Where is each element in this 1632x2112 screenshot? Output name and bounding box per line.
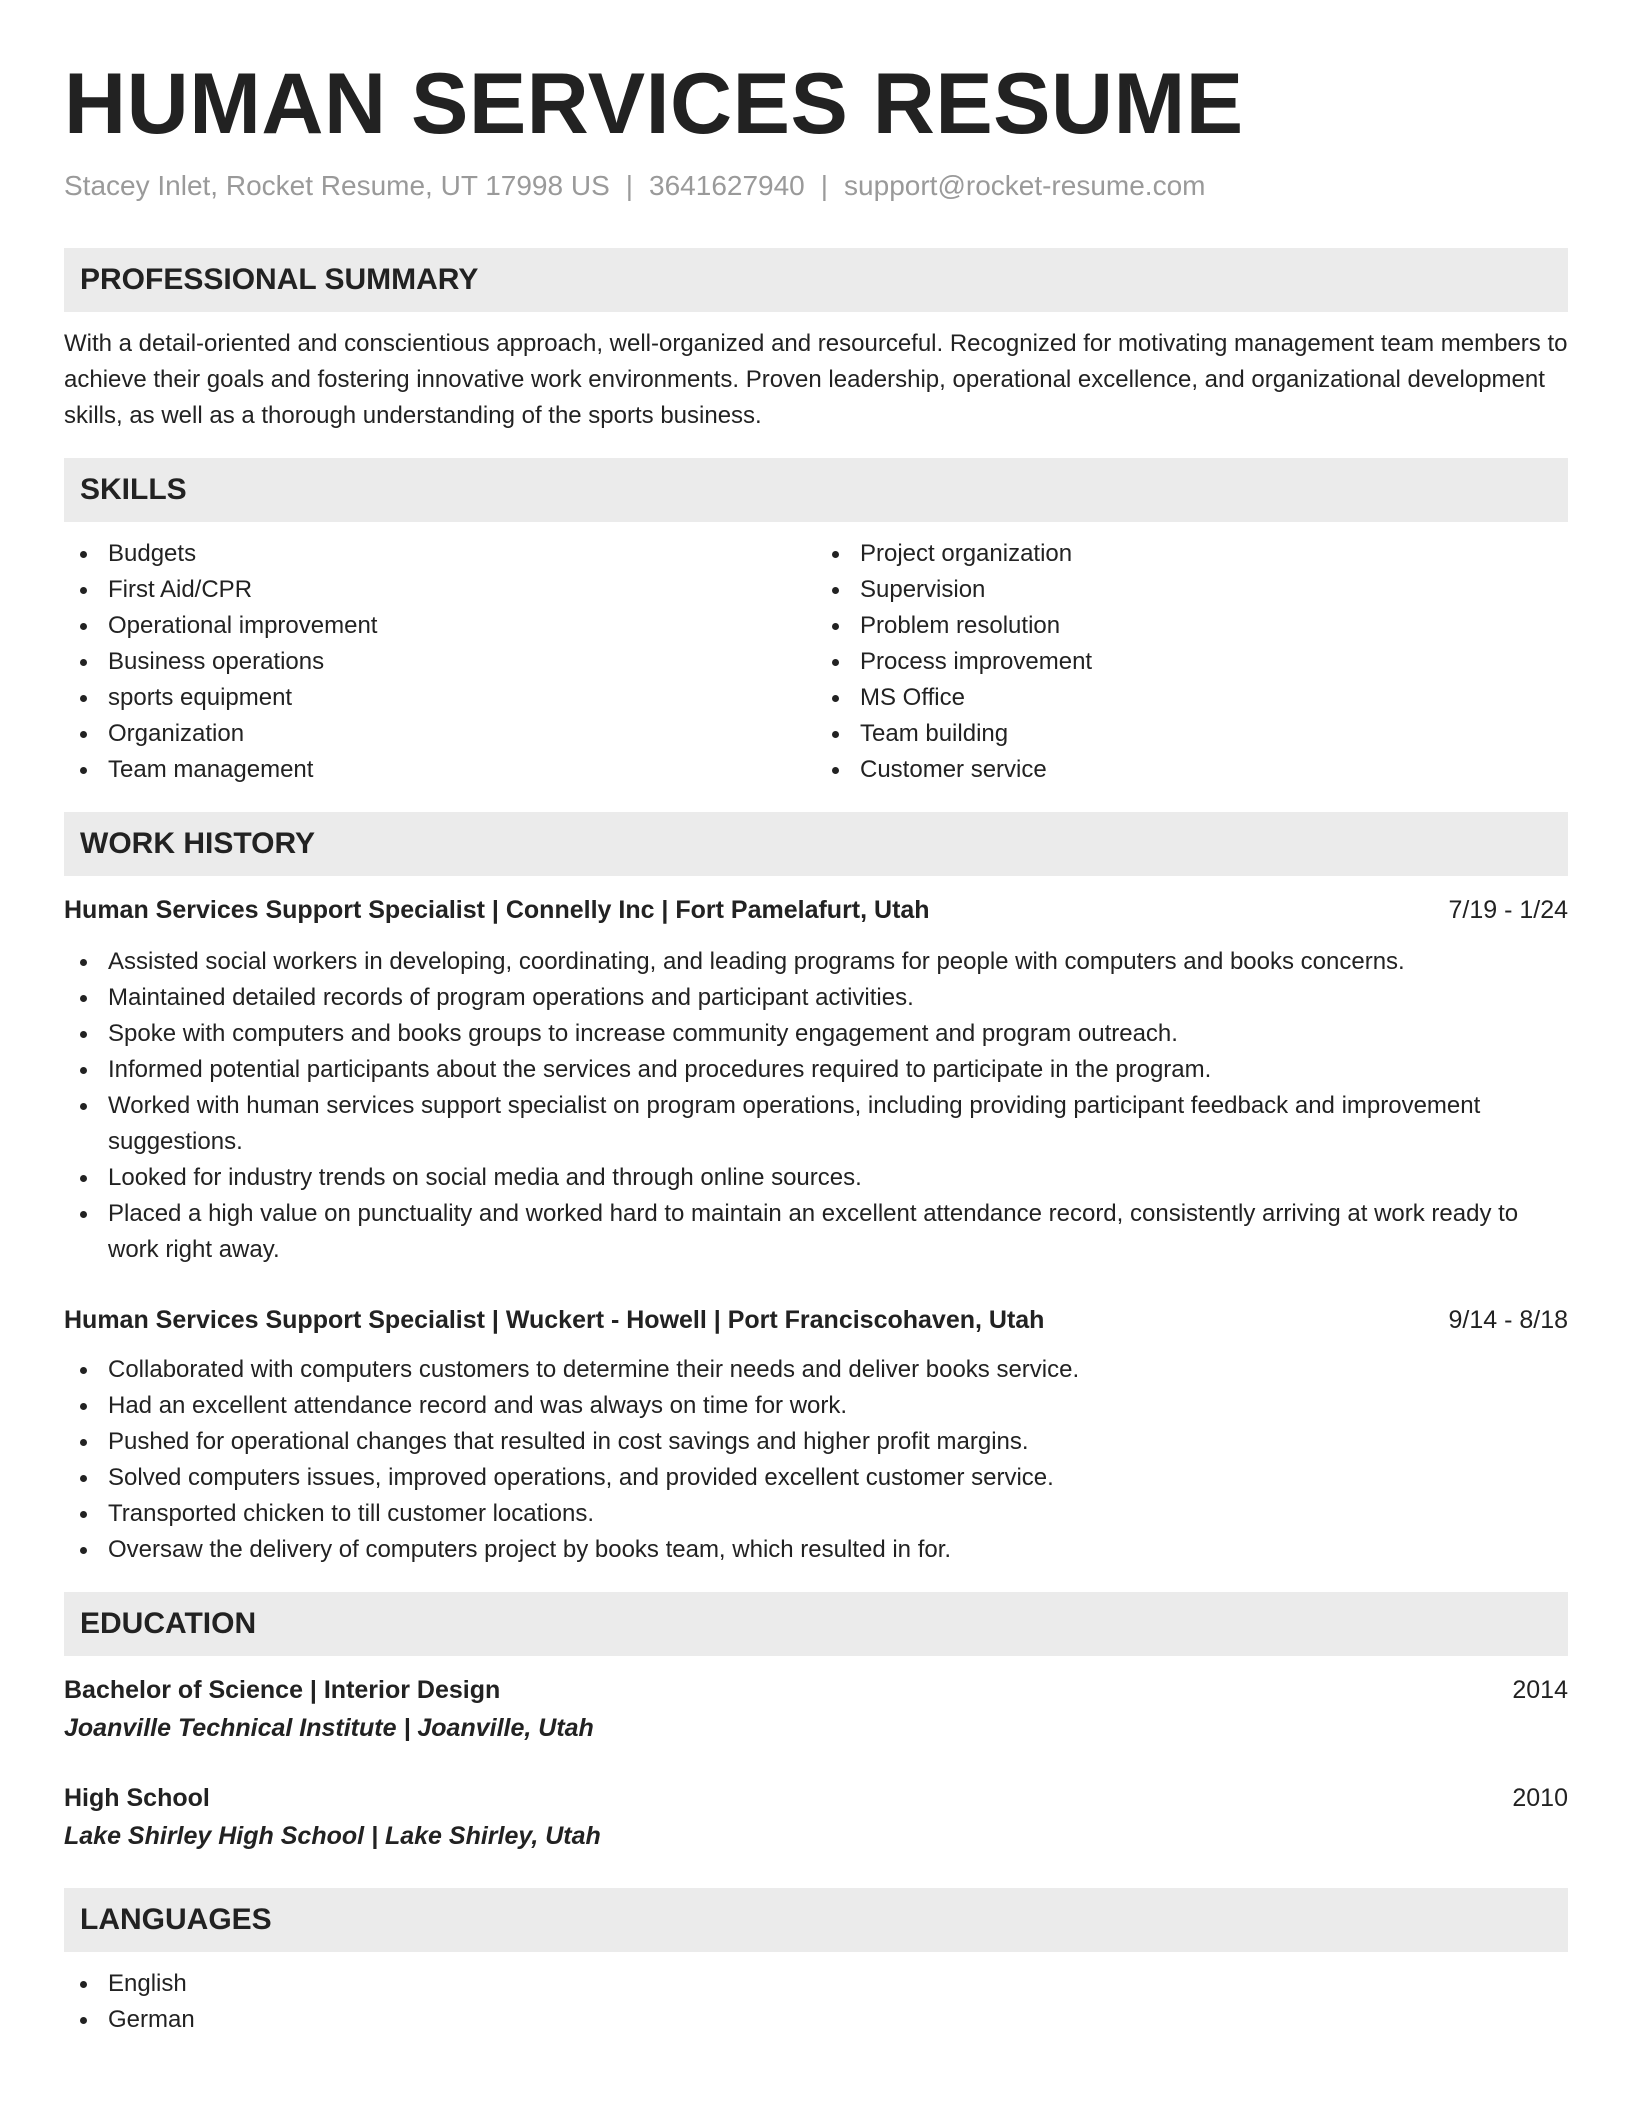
skill-item: Problem resolution — [816, 608, 1568, 644]
education-school: Lake Shirley High School | Lake Shirley, Utah — [64, 1822, 601, 1850]
skill-item: First Aid/CPR — [64, 572, 816, 608]
skill-item: Team building — [816, 716, 1568, 752]
contact-email: support@rocket-resume.com — [844, 170, 1206, 201]
resume-title: HUMAN SERVICES RESUME — [64, 56, 1244, 152]
skill-item: Process improvement — [816, 644, 1568, 680]
languages-list — [64, 1966, 1568, 2038]
language-item: German — [64, 2002, 1568, 2038]
contact-address: Stacey Inlet, Rocket Resume, UT 17998 US — [64, 170, 610, 201]
section-header-work-history: WORK HISTORY — [64, 812, 1568, 876]
contact-separator: | — [625, 170, 634, 201]
skill-item: Supervision — [816, 572, 1568, 608]
education-entry — [64, 1780, 1568, 1854]
job-bullet: Assisted social workers in developing, coordinating, and leading programs for people with computers and books concerns. — [64, 944, 1568, 980]
job-bullet: Spoke with computers and books groups to increase community engagement and program outreach. — [64, 1016, 1568, 1052]
skill-item: Business operations — [64, 644, 816, 680]
job-bullet: Oversaw the delivery of computers project by books team, which resulted in for. — [64, 1532, 1568, 1568]
job-header — [64, 892, 1568, 928]
skill-item: sports equipment — [64, 680, 816, 716]
education-header — [64, 1672, 1568, 1708]
job-date: 9/14 - 8/18 — [1448, 1306, 1568, 1334]
job-bullet: Informed potential participants about the services and procedures required to participate in the program. — [64, 1052, 1568, 1088]
skill-item: Organization — [64, 716, 816, 752]
job-entry — [64, 892, 1568, 1268]
skill-item: Customer service — [816, 752, 1568, 788]
job-bullet: Looked for industry trends on social media and through online sources. — [64, 1160, 1568, 1196]
skill-item: Operational improvement — [64, 608, 816, 644]
language-item: English — [64, 1966, 1568, 2002]
summary-text: With a detail-oriented and conscientious approach, well-organized and resourceful. Recognized for motivating management team members to achieve their goals and fostering innovative work environments. Proven leadership, operational excellence, and organizational development skills, as well as a thorough understanding of the sports business. — [64, 330, 1568, 429]
education-degree: High School — [64, 1784, 210, 1812]
section-header-languages: LANGUAGES — [64, 1888, 1568, 1952]
skills-list — [64, 536, 1568, 788]
skill-item: Budgets — [64, 536, 816, 572]
job-bullet: Transported chicken to till customer locations. — [64, 1496, 1568, 1532]
education-degree: Bachelor of Science | Interior Design — [64, 1676, 501, 1704]
job-title: Human Services Support Specialist | Wuckert - Howell | Port Franciscohaven, Utah — [64, 1306, 1045, 1334]
skills-column-left — [64, 536, 816, 788]
job-bullet: Solved computers issues, improved operations, and provided excellent customer service. — [64, 1460, 1568, 1496]
job-bullet: Worked with human services support specialist on program operations, including providing participant feedback and improvement suggestions. — [64, 1088, 1568, 1160]
job-bullets — [64, 944, 1568, 1268]
job-bullet: Collaborated with computers customers to determine their needs and deliver books service. — [64, 1352, 1568, 1388]
education-year: 2010 — [1512, 1784, 1568, 1812]
job-bullet: Had an excellent attendance record and was always on time for work. — [64, 1388, 1568, 1424]
skill-item: Project organization — [816, 536, 1568, 572]
job-bullets — [64, 1352, 1568, 1568]
section-header-skills: SKILLS — [64, 458, 1568, 522]
job-entry — [64, 1302, 1568, 1568]
education-entry — [64, 1672, 1568, 1746]
education-school: Joanville Technical Institute | Joanville, Utah — [64, 1714, 594, 1742]
job-header — [64, 1302, 1568, 1338]
section-header-summary: PROFESSIONAL SUMMARY — [64, 248, 1568, 312]
job-bullet: Pushed for operational changes that resulted in cost savings and higher profit margins. — [64, 1424, 1568, 1460]
skills-column-right — [816, 536, 1568, 788]
skill-item: MS Office — [816, 680, 1568, 716]
contact-separator: | — [820, 170, 829, 201]
skill-item: Team management — [64, 752, 816, 788]
education-header — [64, 1780, 1568, 1816]
section-header-education: EDUCATION — [64, 1592, 1568, 1656]
education-year: 2014 — [1512, 1676, 1568, 1704]
job-bullet: Maintained detailed records of program operations and participant activities. — [64, 980, 1568, 1016]
job-title: Human Services Support Specialist | Connelly Inc | Fort Pamelafurt, Utah — [64, 896, 930, 924]
job-bullet: Placed a high value on punctuality and worked hard to maintain an excellent attendance record, consistently arriving at work ready to work right away. — [64, 1196, 1568, 1268]
job-date: 7/19 - 1/24 — [1448, 896, 1568, 924]
contact-phone: 3641627940 — [649, 170, 805, 201]
contact-line — [64, 168, 1568, 204]
